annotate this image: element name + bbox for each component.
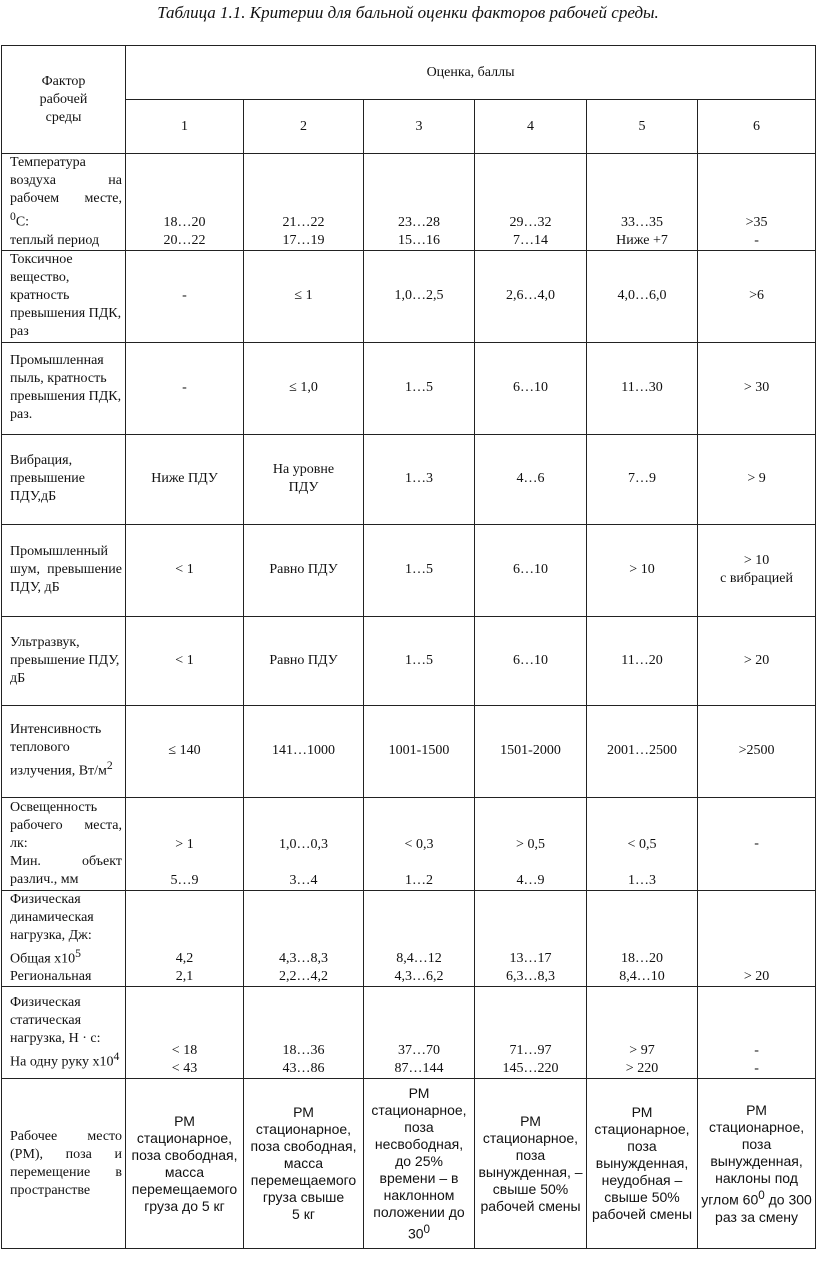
cell-vibration-1: Ниже ПДУ (126, 434, 244, 524)
cell-dyn-3: 8,4…12 4,3…6,2 (364, 890, 475, 987)
cell-dust-3: 1…5 (364, 342, 475, 434)
header-score-1: 1 (126, 100, 244, 154)
factor-dust: Промышленная пыль, кратность превышения ПДК, раз. (2, 342, 126, 434)
cell-static-5: > 97 > 220 (587, 987, 698, 1079)
cell-vibration-6: > 9 (698, 434, 816, 524)
factor-ultrasound: Ультразвук, превышение ПДУ, дБ (2, 616, 126, 705)
cell-workplace-5: РМ стационарное, поза вынужденная, неудобная – свыше 50% рабочей смены (587, 1079, 698, 1249)
header-row-1 (2, 46, 816, 100)
cell-heat-4: 1501-2000 (475, 705, 587, 797)
factor-temperature: Температура воздуха на рабочем месте, $^0$С: теплый период (2, 154, 126, 251)
row-workplace (2, 1079, 816, 1249)
cell-heat-5: 2001…2500 (587, 705, 698, 797)
cell-vibration-5: 7…9 (587, 434, 698, 524)
cell-temperature-3: 23…28 15…16 (364, 154, 475, 251)
cell-workplace-1: РМ стационарное, поза свободная, масса перемещаемого груза до 5 кг (126, 1079, 244, 1249)
cell-static-2: 18…36 43…86 (244, 987, 364, 1079)
cell-noise-2: Равно ПДУ (244, 524, 364, 616)
cell-vibration-2: На уровне ПДУ (244, 434, 364, 524)
row-dust (2, 342, 816, 434)
cell-dyn-2: 4,3…8,3 2,2…4,2 (244, 890, 364, 987)
factor-dynamic-load: Физическая динамическая нагрузка, Дж: Общая $х10^5$ Региональная (2, 890, 126, 987)
cell-ultrasound-5: 11…20 (587, 616, 698, 705)
header-factor: Фактор рабочей среды (2, 46, 126, 154)
factor-workplace: Рабочее место (РМ), поза и перемещение в пространстве (2, 1079, 126, 1249)
cell-temperature-4: 29…32 7…14 (475, 154, 587, 251)
cell-illum-3: < 0,3 1…2 (364, 797, 475, 890)
cell-heat-2: 141…1000 (244, 705, 364, 797)
factor-static-load: Физическая статическая нагрузка, Н · с: На одну руку $х10^4$ (2, 987, 126, 1079)
header-score-group: Оценка, баллы (126, 46, 816, 100)
cell-noise-5: > 10 (587, 524, 698, 616)
row-illumination (2, 797, 816, 890)
table-title: Таблица 1.1. Критерии для бальной оценки факторов рабочей среды. (157, 3, 659, 22)
cell-dyn-5: 18…20 8,4…10 (587, 890, 698, 987)
cell-temperature-2: 21…22 17…19 (244, 154, 364, 251)
cell-toxic-5: 4,0…6,0 (587, 250, 698, 342)
header-score-4: 4 (475, 100, 587, 154)
cell-toxic-1: - (126, 250, 244, 342)
cell-temperature-1: 18…20 20…22 (126, 154, 244, 251)
cell-static-6: - - (698, 987, 816, 1079)
cell-heat-1: ≤ 140 (126, 705, 244, 797)
factor-toxic: Токсичное вещество, кратность превышения ПДК, раз (2, 250, 126, 342)
criteria-table (1, 45, 816, 1249)
cell-temperature-5: 33…35 Ниже +7 (587, 154, 698, 251)
cell-ultrasound-1: < 1 (126, 616, 244, 705)
cell-dust-5: 11…30 (587, 342, 698, 434)
header-score-6: 6 (698, 100, 816, 154)
cell-toxic-4: 2,6…4,0 (475, 250, 587, 342)
header-score-2: 2 (244, 100, 364, 154)
cell-heat-6: >2500 (698, 705, 816, 797)
row-heat-radiation (2, 705, 816, 797)
row-noise (2, 524, 816, 616)
factor-heat-radiation: Интенсивность теплового излучения, $Вт/м^2$ (2, 705, 126, 797)
cell-ultrasound-4: 6…10 (475, 616, 587, 705)
cell-noise-6: > 10 с вибрацией (698, 524, 816, 616)
row-ultrasound (2, 616, 816, 705)
row-temperature (2, 154, 816, 251)
cell-dust-6: > 30 (698, 342, 816, 434)
cell-workplace-3: РМ стационарное, поза несвободная, до 25% времени – в наклонном положении до $30^0$ (364, 1079, 475, 1249)
cell-dyn-6: > 20 (698, 890, 816, 987)
cell-static-3: 37…70 87…144 (364, 987, 475, 1079)
cell-illum-1: > 1 5…9 (126, 797, 244, 890)
cell-dust-2: ≤ 1,0 (244, 342, 364, 434)
cell-toxic-6: >6 (698, 250, 816, 342)
factor-vibration: Вибрация, превышение ПДУ,дБ (2, 434, 126, 524)
cell-illum-4: > 0,5 4…9 (475, 797, 587, 890)
cell-ultrasound-2: Равно ПДУ (244, 616, 364, 705)
cell-toxic-2: ≤ 1 (244, 250, 364, 342)
cell-static-4: 71…97 145…220 (475, 987, 587, 1079)
row-dynamic-load (2, 890, 816, 987)
cell-temperature-6: >35 - (698, 154, 816, 251)
cell-illum-2: 1,0…0,3 3…4 (244, 797, 364, 890)
cell-dust-1: - (126, 342, 244, 434)
header-score-3: 3 (364, 100, 475, 154)
cell-heat-3: 1001-1500 (364, 705, 475, 797)
cell-workplace-6: РМ стационарное, поза вынужденная, наклоны под углом $60^0$ до 300 раз за смену (698, 1079, 816, 1249)
cell-illum-5: < 0,5 1…3 (587, 797, 698, 890)
cell-ultrasound-3: 1…5 (364, 616, 475, 705)
cell-dust-4: 6…10 (475, 342, 587, 434)
row-static-load (2, 987, 816, 1079)
cell-workplace-4: РМ стационарное, поза вынужденная, – свыше 50% рабочей смены (475, 1079, 587, 1249)
cell-dyn-4: 13…17 6,3…8,3 (475, 890, 587, 987)
factor-noise: Промышленный шум, превышение ПДУ, дБ (2, 524, 126, 616)
cell-dyn-1: 4,2 2,1 (126, 890, 244, 987)
header-score-5: 5 (587, 100, 698, 154)
cell-noise-3: 1…5 (364, 524, 475, 616)
cell-vibration-3: 1…3 (364, 434, 475, 524)
cell-static-1: < 18 < 43 (126, 987, 244, 1079)
row-vibration (2, 434, 816, 524)
cell-vibration-4: 4…6 (475, 434, 587, 524)
cell-noise-1: < 1 (126, 524, 244, 616)
cell-ultrasound-6: > 20 (698, 616, 816, 705)
cell-workplace-2: РМ стационарное, поза свободная, масса перемещаемого груза свыше 5 кг (244, 1079, 364, 1249)
cell-toxic-3: 1,0…2,5 (364, 250, 475, 342)
factor-illumination: Освещенность рабочего места, лк: Мин. объект различ., мм (2, 797, 126, 890)
cell-illum-6: - (698, 797, 816, 890)
cell-noise-4: 6…10 (475, 524, 587, 616)
row-toxic (2, 250, 816, 342)
